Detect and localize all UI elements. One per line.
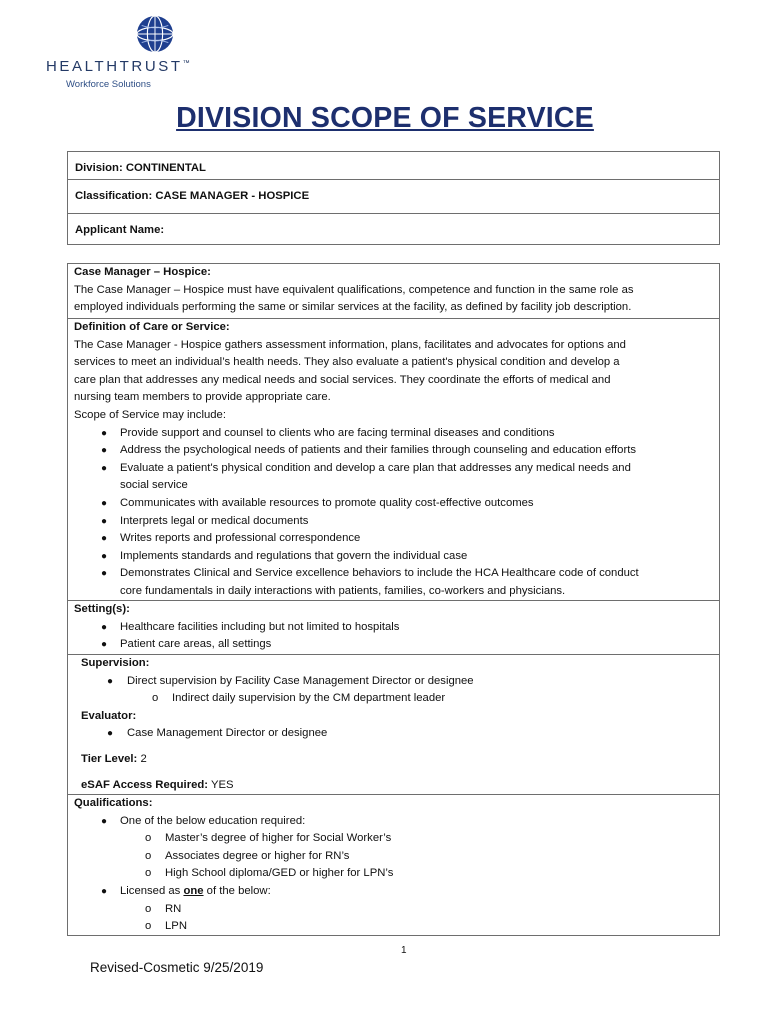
list-item: ● Demonstrates Clinical and Service excellence behaviors to include the HCA Healthcare code of conduct xyxy=(74,565,713,583)
logo-subtitle: Workforce Solutions xyxy=(66,79,151,90)
text-line: employed individuals performing the same or similar services at the facility, as defined by facility job description. xyxy=(74,301,632,314)
scope-table xyxy=(67,263,720,936)
evaluator-heading: Evaluator: xyxy=(81,709,137,722)
applicant-info-table xyxy=(67,151,720,245)
scope-label: Scope of Service may include: xyxy=(74,408,226,421)
healthtrust-logo xyxy=(40,14,200,94)
sub-bullet-icon: o xyxy=(145,849,152,862)
bullet-icon: ● xyxy=(101,885,108,897)
revision-footer: Revised-Cosmetic 9/25/2019 xyxy=(90,960,264,975)
bullet-icon: ● xyxy=(101,497,108,509)
sub-list-item: o LPN xyxy=(74,918,713,936)
settings-heading: Setting(s): xyxy=(74,603,130,615)
list-item: ● Address the psychological needs of patients and their families through counseling and education efforts xyxy=(74,442,713,460)
sub-list-item: o Associates degree or higher for RN’s xyxy=(74,848,713,866)
bullet-icon: ● xyxy=(101,462,108,474)
list-item: ● Writes reports and professional correspondence xyxy=(74,530,713,548)
tier-level: Tier Level: 2 xyxy=(81,752,147,765)
list-item: ● Implements standards and regulations that govern the individual case xyxy=(74,548,713,566)
list-item: ● Patient care areas, all settings xyxy=(74,636,713,654)
bullet-icon: ● xyxy=(107,675,114,687)
list-item: ● Direct supervision by Facility Case Management Director or designee xyxy=(81,673,713,691)
text-line: The Case Manager - Hospice gathers assessment information, plans, facilitates and advocates for options and xyxy=(74,338,626,351)
bullet-icon: ● xyxy=(101,533,108,545)
supervision-section xyxy=(68,654,719,794)
page-title: DIVISION SCOPE OF SERVICE xyxy=(176,102,594,134)
list-item: ● Provide support and counsel to clients who are facing terminal diseases and conditions xyxy=(74,425,713,443)
list-item: ● Case Management Director or designee xyxy=(81,725,713,743)
list-item: ● Communicates with available resources to promote quality cost-effective outcomes xyxy=(74,495,713,513)
applicant-name-row: Applicant Name: xyxy=(75,224,165,236)
text-line: The Case Manager – Hospice must have equivalent qualifications, competence and function in the same role as xyxy=(74,283,634,296)
bullet-icon: ● xyxy=(101,815,108,827)
sub-list-item: o RN xyxy=(74,901,713,919)
esaf-access: eSAF Access Required: YES xyxy=(81,778,234,791)
list-item: ● Healthcare facilities including but not limited to hospitals xyxy=(74,619,713,637)
bullet-icon: ● xyxy=(101,550,108,562)
qualifications-section xyxy=(68,794,719,936)
bullet-icon: ● xyxy=(101,515,108,527)
page-number: 1 xyxy=(401,945,407,956)
sub-list-item: o Master’s degree of higher for Social Worker’s xyxy=(74,830,713,848)
definition-heading: Definition of Care or Service: xyxy=(74,321,230,333)
bullet-icon: ● xyxy=(101,445,108,457)
sub-list-item: o Indirect daily supervision by the CM department leader xyxy=(81,690,713,708)
list-item: ● Evaluate a patient's physical condition and develop a care plan that addresses any medical needs and xyxy=(74,460,713,478)
list-item-continued: social service xyxy=(120,479,188,492)
bullet-icon: ● xyxy=(101,639,108,651)
case-manager-heading: Case Manager – Hospice: xyxy=(74,266,211,278)
bullet-icon: ● xyxy=(101,621,108,633)
logo-name: HEALTHTRUST™ xyxy=(46,58,193,75)
text-line: services to meet an individual’s health needs. They also evaluate a patient's physical condition and develop a xyxy=(74,356,620,369)
qualifications-heading: Qualifications: xyxy=(74,797,153,809)
list-item: ● One of the below education required: xyxy=(74,813,713,831)
sub-bullet-icon: o xyxy=(145,920,152,933)
text-line: care plan that addresses any medical needs and social services. They coordinate the efforts of medical and xyxy=(74,373,611,386)
sub-bullet-icon: o xyxy=(145,832,152,845)
list-item-continued: core fundamentals in daily interactions with patients, families, co-workers and physicians. xyxy=(120,584,566,597)
bullet-icon: ● xyxy=(101,568,108,580)
definition-section xyxy=(68,318,719,601)
sub-bullet-icon: o xyxy=(152,692,159,705)
division-row: Division: CONTINENTAL xyxy=(68,152,719,180)
bullet-icon: ● xyxy=(101,427,108,439)
sub-bullet-icon: o xyxy=(145,902,152,915)
list-item: ● Interprets legal or medical documents xyxy=(74,513,713,531)
list-item: ● Licensed as one of the below: xyxy=(74,883,713,901)
sub-bullet-icon: o xyxy=(145,867,152,880)
case-manager-section xyxy=(68,264,719,317)
globe-icon xyxy=(136,15,174,53)
classification-row: Classification: CASE MANAGER - HOSPICE xyxy=(68,180,719,214)
supervision-heading: Supervision: xyxy=(81,657,150,669)
text-line: nursing team members to provide appropriate care. xyxy=(74,391,331,404)
bullet-icon: ● xyxy=(107,728,114,740)
settings-section xyxy=(68,600,719,654)
sub-list-item: o High School diploma/GED or higher for LPN’s xyxy=(74,865,713,883)
